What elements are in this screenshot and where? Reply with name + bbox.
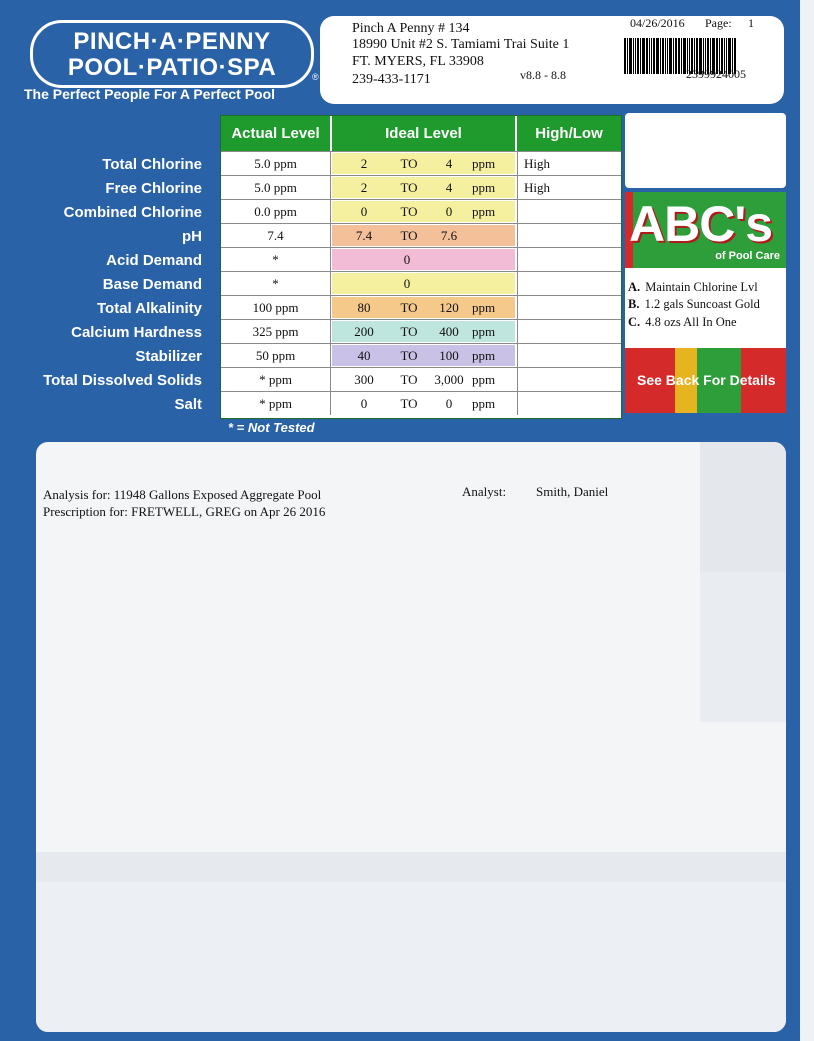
ideal-unit: ppm — [472, 156, 496, 171]
header-ideal-level: Ideal Level — [332, 116, 517, 151]
ideal-to: TO — [400, 372, 418, 387]
actual-level: 100 ppm — [221, 296, 331, 319]
ideal-high: 4 — [445, 180, 453, 195]
ideal-high: 7.6 — [440, 228, 458, 243]
table-row — [221, 271, 621, 295]
abc-letter-a: A. — [628, 280, 641, 294]
barcode-bar — [656, 38, 659, 74]
store-name: Pinch A Penny # 134 — [352, 21, 470, 36]
page-number: 1 — [748, 16, 754, 30]
ideal-high: 0 — [445, 204, 453, 219]
ideal-level — [332, 249, 515, 270]
table-row — [221, 391, 621, 415]
table-row — [221, 319, 621, 343]
label-acid-demand: Acid Demand — [106, 252, 202, 269]
label-calcium-hardness: Calcium Hardness — [71, 324, 202, 341]
abc-text-c: 4.8 ozs All In One — [645, 315, 737, 329]
table-row — [221, 151, 621, 175]
barcode-bar — [667, 38, 668, 74]
page-label: Page: — [705, 16, 732, 30]
label-tds: Total Dissolved Solids — [43, 372, 202, 389]
actual-level: 7.4 — [221, 224, 331, 247]
barcode-bar — [640, 38, 641, 74]
ideal-to: TO — [400, 300, 418, 315]
actual-level: 50 ppm — [221, 344, 331, 367]
abc-item-c — [628, 315, 737, 330]
high-low-flag — [517, 320, 621, 343]
abc-text-b: 1.2 gals Suncoast Gold — [644, 297, 760, 311]
registered-mark: ® — [312, 72, 319, 82]
abc-letter-c: C. — [628, 315, 641, 329]
ideal-level — [332, 153, 515, 174]
water-test-table — [220, 115, 622, 419]
abc-subtitle: of Pool Care — [715, 250, 780, 262]
barcode-bar — [633, 38, 634, 74]
label-free-chlorine: Free Chlorine — [105, 180, 202, 197]
analysis-section — [36, 442, 786, 1032]
ideal-unit: ppm — [472, 300, 496, 315]
high-low-flag — [517, 224, 621, 247]
table-row — [221, 175, 621, 199]
ideal-high: 4 — [445, 156, 453, 171]
table-row — [221, 367, 621, 391]
actual-level: * ppm — [221, 368, 331, 391]
actual-level: 5.0 ppm — [221, 152, 331, 175]
label-salt: Salt — [174, 396, 202, 413]
ideal-low: 0 — [360, 396, 368, 411]
label-total-chlorine: Total Chlorine — [102, 156, 202, 173]
report-date: 04/26/2016 — [630, 16, 685, 30]
ideal-high: 400 — [439, 324, 459, 339]
ideal-unit: ppm — [472, 348, 496, 363]
ideal-unit: ppm — [472, 180, 496, 195]
brand-tagline: The Perfect People For A Perfect Pool — [24, 86, 276, 102]
analyst-label: Analyst: — [462, 484, 507, 499]
ideal-to: TO — [400, 396, 418, 411]
ideal-level — [332, 273, 515, 294]
table-row — [221, 343, 621, 367]
high-low-flag: High — [517, 176, 621, 199]
high-low-flag — [517, 200, 621, 223]
ideal-low: 80 — [357, 300, 371, 315]
barcode-bar — [646, 38, 648, 74]
barcode-bar — [649, 38, 650, 74]
actual-level: 5.0 ppm — [221, 176, 331, 199]
ideal-level — [332, 345, 515, 366]
ideal-unit: ppm — [472, 372, 496, 387]
table-row — [221, 199, 621, 223]
prescription-for: Prescription for: FRETWELL, GREG on Apr 26 2016 — [43, 504, 326, 519]
ideal-low: 2 — [360, 180, 368, 195]
bleed-through-header — [36, 852, 786, 882]
ideal-to: TO — [400, 156, 418, 171]
ideal-low: 300 — [354, 372, 374, 387]
barcode-bar — [675, 38, 677, 74]
high-low-flag — [517, 344, 621, 367]
store-address: 18990 Unit #2 S. Tamiami Trai Suite 1 — [352, 37, 570, 52]
actual-level: * — [221, 248, 331, 271]
ideal-high: 3,000 — [434, 372, 464, 387]
barcode-bar — [642, 38, 645, 74]
ideal-unit: ppm — [472, 396, 496, 411]
ideal-low: 2 — [360, 156, 368, 171]
ideal-level — [332, 177, 515, 198]
barcode-bar — [669, 38, 672, 74]
ideal-to: TO — [400, 324, 418, 339]
high-low-flag — [517, 272, 621, 295]
barcode-number: 2399924005 — [686, 67, 746, 81]
barcode-bar — [624, 38, 626, 74]
barcode-bar — [673, 38, 674, 74]
high-low-flag: High — [517, 152, 621, 175]
see-back-for-details: See Back For Details — [637, 372, 776, 388]
ideal-unit: ppm — [472, 204, 496, 219]
table-row — [221, 247, 621, 271]
high-low-flag — [517, 248, 621, 271]
bleed-through-block-2 — [700, 572, 786, 722]
logo-line-2: POOL·PATIO·SPA — [67, 54, 277, 81]
barcode-bar — [629, 38, 632, 74]
high-low-flag — [517, 392, 621, 415]
ideal-value: 0 — [403, 252, 411, 267]
store-info-card — [320, 16, 784, 104]
bleed-through-table — [36, 882, 786, 1032]
abc-item-b — [628, 297, 760, 312]
ideal-level — [332, 201, 515, 222]
ideal-high: 100 — [439, 348, 459, 363]
barcode-bar — [635, 38, 636, 74]
abc-text-a: Maintain Chlorine Lvl — [645, 280, 758, 294]
bleed-through-block — [700, 442, 786, 572]
abc-banner — [625, 192, 786, 268]
abc-footer — [625, 348, 786, 413]
abc-top-card — [625, 113, 786, 188]
actual-level: * — [221, 272, 331, 295]
high-low-flag — [517, 368, 621, 391]
ideal-to: TO — [400, 348, 418, 363]
barcode-bar — [665, 38, 666, 74]
ideal-to: TO — [400, 228, 418, 243]
table-row — [221, 295, 621, 319]
ideal-low: 0 — [360, 204, 368, 219]
logo-line-1: PINCH·A·PENNY — [73, 28, 271, 55]
analysis-for: Analysis for: 11948 Gallons Exposed Aggregate Pool — [43, 487, 322, 502]
ideal-low: 7.4 — [355, 228, 373, 243]
brand-logo — [30, 20, 314, 88]
ideal-high: 0 — [445, 396, 453, 411]
abc-title: ABC's — [629, 196, 773, 252]
label-ph: pH — [182, 228, 202, 245]
ideal-high: 120 — [439, 300, 459, 315]
barcode-bar — [678, 38, 680, 74]
label-combined-chlorine: Combined Chlorine — [63, 204, 202, 221]
ideal-level — [332, 297, 515, 318]
high-low-flag — [517, 296, 621, 319]
actual-level: 325 ppm — [221, 320, 331, 343]
ideal-level — [332, 393, 515, 414]
barcode-bar — [662, 38, 664, 74]
barcode-bar — [637, 38, 639, 74]
label-total-alkalinity: Total Alkalinity — [96, 300, 202, 317]
ideal-low: 200 — [354, 324, 374, 339]
store-phone: 239-433-1171 — [352, 72, 431, 87]
store-city: FT. MYERS, FL 33908 — [352, 54, 484, 69]
barcode-bar — [660, 38, 661, 74]
barcode-bar — [681, 38, 682, 74]
table-row — [221, 223, 621, 247]
ideal-low: 40 — [357, 348, 371, 363]
header-actual-level: Actual Level — [221, 116, 332, 151]
abc-panel — [625, 192, 786, 413]
ideal-to: TO — [400, 180, 418, 195]
ideal-to: TO — [400, 204, 418, 219]
analyst-name: Smith, Daniel — [536, 484, 609, 499]
abc-item-a — [628, 280, 758, 295]
header-high-low: High/Low — [517, 116, 621, 151]
actual-level: 0.0 ppm — [221, 200, 331, 223]
ideal-level — [332, 321, 515, 342]
actual-level: * ppm — [221, 392, 331, 415]
abc-letter-b: B. — [628, 297, 640, 311]
page-right-edge — [800, 0, 814, 1041]
label-base-demand: Base Demand — [102, 276, 202, 293]
not-tested-footnote: * = Not Tested — [228, 420, 315, 435]
barcode-bar — [627, 38, 628, 74]
ideal-level — [332, 225, 515, 246]
ideal-level — [332, 369, 515, 390]
label-stabilizer: Stabilizer — [135, 348, 202, 365]
barcode-bar — [653, 38, 655, 74]
ideal-unit: ppm — [472, 324, 496, 339]
barcode-bar — [651, 38, 652, 74]
software-version: v8.8 - 8.8 — [520, 68, 566, 82]
ideal-value: 0 — [403, 276, 411, 291]
